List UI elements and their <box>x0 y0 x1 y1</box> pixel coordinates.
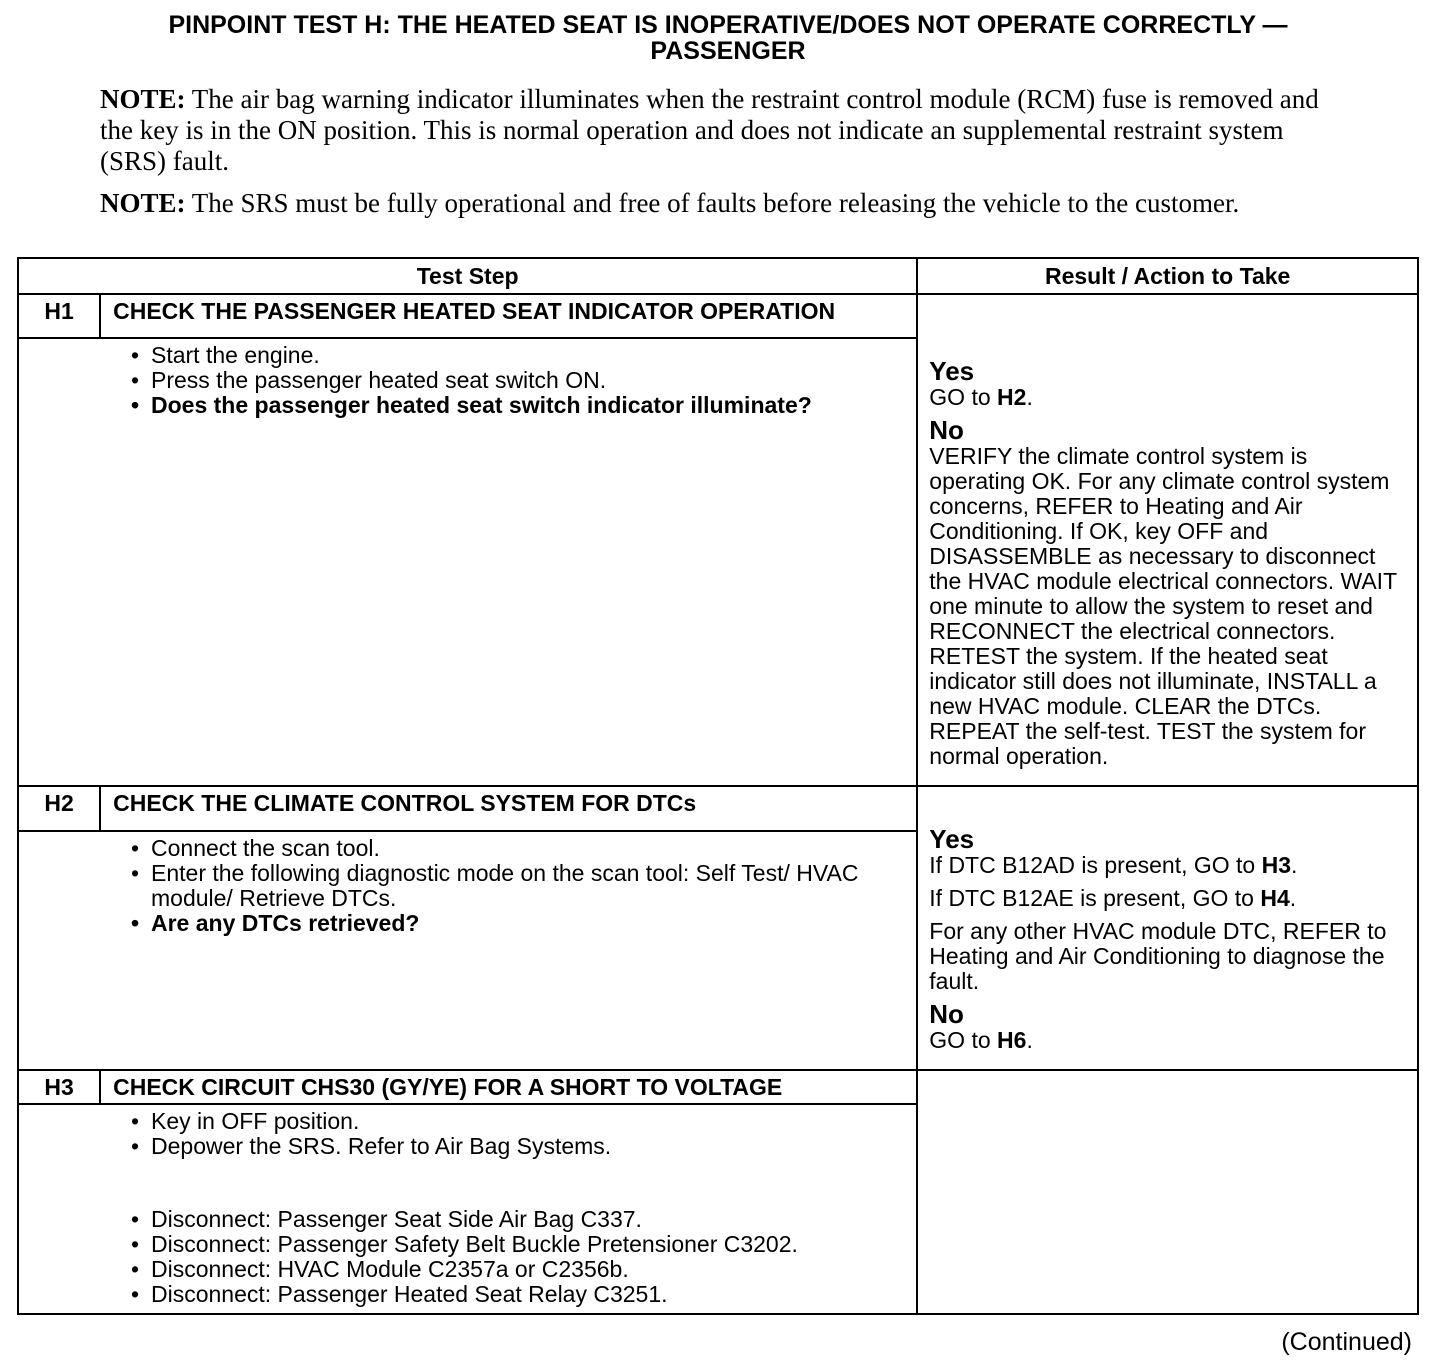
step-instructions <box>39 836 896 936</box>
step-id-h1: H1 <box>18 294 100 338</box>
list-item: • Disconnect: Passenger Seat Side Air Bag C337. <box>39 1207 896 1232</box>
step-title-h2: CHECK THE CLIMATE CONTROL SYSTEM FOR DTCs <box>100 786 917 831</box>
table-row <box>18 786 1418 831</box>
step-title-h1: CHECK THE PASSENGER HEATED SEAT INDICATOR OPERATION <box>100 294 917 338</box>
continued-label: (Continued) <box>1281 1328 1412 1356</box>
spacer <box>39 1159 896 1207</box>
list-item: • Connect the scan tool. <box>39 836 896 861</box>
note-rcm-fuse <box>100 84 1340 177</box>
yes-action-other: For any other HVAC module DTC, REFER to Heating and Air Conditioning to diagnose the fault. <box>929 918 1387 994</box>
yes-action-b12ae: If DTC B12AE is present, GO to H4. <box>929 885 1297 911</box>
header-test-step: Test Step <box>18 258 917 294</box>
note-label: NOTE: <box>100 188 186 218</box>
step-instructions <box>39 1207 896 1307</box>
table-header-row <box>18 258 1418 294</box>
step-instructions <box>39 343 896 418</box>
step-question: • Are any DTCs retrieved? <box>39 911 896 936</box>
no-action: VERIFY the climate control system is operating OK. For any climate control system concerns, REFER to Heating and Air Conditioning. If OK, key OFF and DISASSEMBLE as necessary to disconnect the HVAC module electrical connectors. WAIT one minute to allow the system to reset and RECONNECT the electrical connectors. RETEST the system. If the heated seat indicator still does not illuminate, INSTALL a new HVAC module. CLEAR the DTCs. REPEAT the self-test. TEST the system for normal operation. <box>929 443 1397 769</box>
step-id-h3: H3 <box>18 1070 100 1104</box>
table-row <box>18 1070 1418 1104</box>
step-body-h2 <box>18 831 917 1070</box>
no-label: No <box>929 999 964 1029</box>
note-srs-operational <box>100 188 1340 219</box>
list-item: • Depower the SRS. Refer to Air Bag Systems. <box>39 1134 896 1159</box>
yes-label: Yes <box>929 824 975 854</box>
yes-action: GO to H2. <box>929 384 1033 410</box>
note-label: NOTE: <box>100 84 186 114</box>
list-item: • Enter the following diagnostic mode on the scan tool: Self Test/ HVAC module/ Retrieve DTCs. <box>39 861 896 911</box>
page-title <box>0 12 1456 64</box>
header-result-action: Result / Action to Take <box>917 258 1418 294</box>
result-cell-h2 <box>917 786 1418 1070</box>
result-cell-h3 <box>917 1070 1418 1314</box>
step-reference-h6: H6 <box>997 1027 1027 1053</box>
list-item: • Press the passenger heated seat switch ON. <box>39 368 896 393</box>
pinpoint-test-table <box>17 257 1419 1315</box>
table-row <box>18 294 1418 338</box>
yes-label: Yes <box>929 356 975 386</box>
no-action: GO to H6. <box>929 1027 1033 1053</box>
step-question: • Does the passenger heated seat switch indicator illuminate? <box>39 393 896 418</box>
note-text: The air bag warning indicator illuminates when the restraint control module (RCM) fuse is removed and the key is in the ON position. This is normal operation and does not indicate an supplemental restraint system (SRS) fault. <box>100 84 1319 176</box>
list-item: • Disconnect: HVAC Module C2357a or C2356b. <box>39 1257 896 1282</box>
yes-action-b12ad: If DTC B12AD is present, GO to H3. <box>929 852 1298 878</box>
result-cell-h1 <box>917 294 1418 786</box>
list-item: • Key in OFF position. <box>39 1109 896 1134</box>
list-item: • Start the engine. <box>39 343 896 368</box>
list-item: • Disconnect: Passenger Heated Seat Relay C3251. <box>39 1282 896 1307</box>
step-reference-h4: H4 <box>1260 885 1290 911</box>
step-reference-h3: H3 <box>1261 852 1292 878</box>
step-instructions <box>39 1109 896 1159</box>
no-label: No <box>929 415 964 445</box>
step-title-h3: CHECK CIRCUIT CHS30 (GY/YE) FOR A SHORT TO VOLTAGE <box>100 1070 917 1104</box>
title-line-2: PASSENGER <box>650 37 806 65</box>
list-item: • Disconnect: Passenger Safety Belt Buckle Pretensioner C3202. <box>39 1232 896 1257</box>
title-line-1: PINPOINT TEST H: THE HEATED SEAT IS INOPERATIVE/DOES NOT OPERATE CORRECTLY — <box>168 11 1288 39</box>
step-body-h3 <box>18 1104 917 1314</box>
step-body-h1 <box>18 338 917 786</box>
note-text: The SRS must be fully operational and free of faults before releasing the vehicle to the customer. <box>191 188 1240 218</box>
step-reference-h2: H2 <box>997 384 1027 410</box>
step-id-h2: H2 <box>18 786 100 831</box>
